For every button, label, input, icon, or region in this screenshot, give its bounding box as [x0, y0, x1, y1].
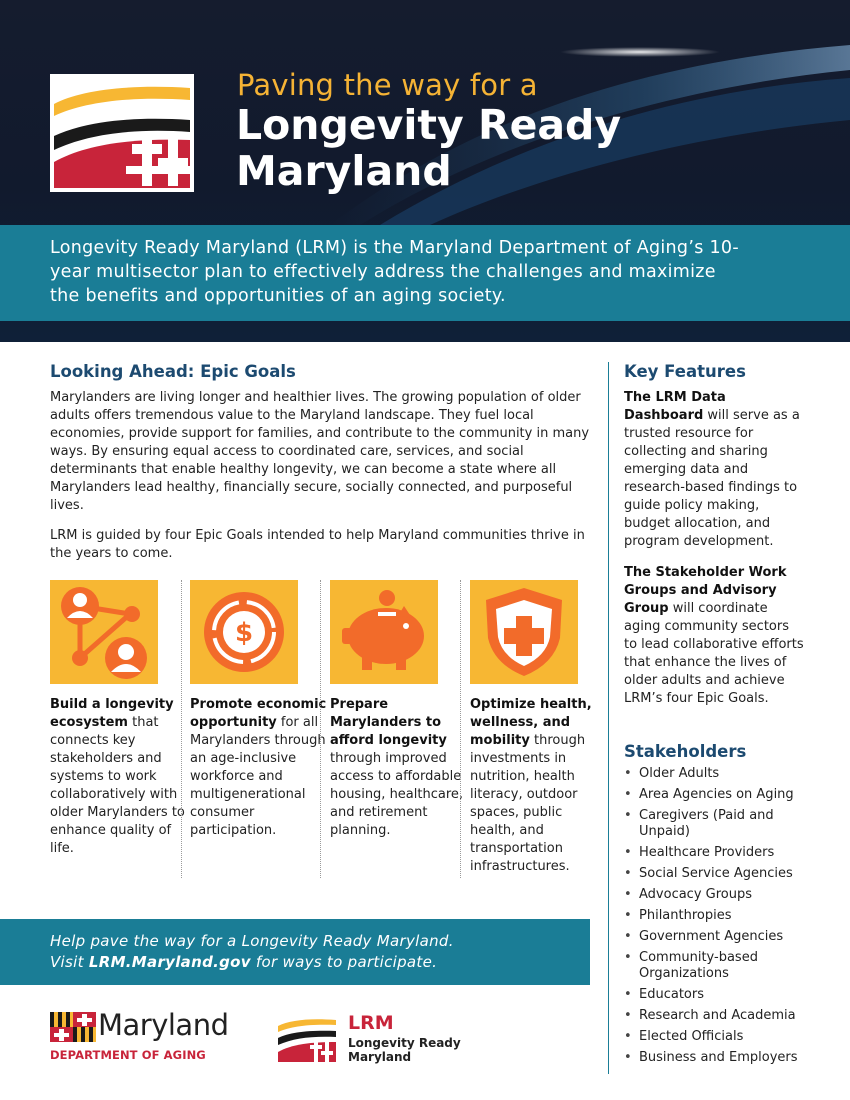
goal-title: Promote economic opportunity — [190, 697, 327, 730]
piggy-bank-icon — [330, 580, 438, 684]
lrm-logo-small — [276, 1014, 476, 1068]
goals-lead-paragraph: LRM is guided by four Epic Goals intended to help Maryland communities thrive in the years to come. — [50, 528, 585, 561]
goal-card-economic — [190, 580, 330, 840]
stakeholders-list — [624, 766, 814, 1071]
cta-line-1: Help pave the way for a Longevity Ready Maryland. — [50, 932, 454, 950]
title-line-2: Maryland — [236, 147, 452, 195]
list-item: • Business and Employers — [624, 1050, 814, 1066]
stakeholders-heading: Stakeholders — [624, 742, 747, 761]
goal-card-afford — [330, 580, 470, 840]
list-item: • Advocacy Groups — [624, 887, 814, 903]
sidebar-divider — [608, 362, 609, 1074]
lrm-logo-large — [50, 74, 194, 192]
lrm-full-name: Longevity Ready Maryland — [348, 1036, 461, 1064]
maryland-wordmark: Maryland — [98, 1008, 229, 1042]
maryland-flag-arc-icon — [50, 74, 194, 192]
list-item: • Research and Academia — [624, 1008, 814, 1024]
list-item: • Older Adults — [624, 766, 814, 782]
goal-description: through investments in nutrition, health literacy, outdoor spaces, public health, and transportation infrastructures. — [470, 733, 586, 874]
maryland-department-of-aging-logo — [50, 1008, 250, 1066]
goal-divider — [460, 580, 461, 878]
intro-paragraph: Marylanders are living longer and healthier lives. The growing population of older adults offers tremendous value to the Maryland landscape. They fuel local economies, provide support for families, and contribute to the community in many ways. By ensuring equal access to coordinated care, services, and social determinants that enable healthy longevity, we can become a state where all Marylanders lead healthy, financially secure, socially connected, and purposeful lives. — [50, 390, 590, 513]
page-title — [236, 102, 756, 194]
goal-title: Prepare Marylanders to afford longevity — [330, 697, 447, 748]
goal-description: through improved access to affordable housing, healthcare, and retirement planning. — [330, 751, 464, 838]
cta-text — [50, 931, 580, 973]
department-of-aging-label: DEPARTMENT OF AGING — [50, 1048, 206, 1062]
goal-divider — [320, 580, 321, 878]
list-item: • Caregivers (Paid and Unpaid) — [624, 808, 814, 840]
title-line-1: Longevity Ready — [236, 101, 622, 149]
list-item: • Government Agencies — [624, 929, 814, 945]
list-item: • Community-based Organizations — [624, 950, 814, 982]
cta-line-2 — [50, 952, 580, 973]
svg-text:$: $ — [234, 618, 254, 648]
goal-title: Build a longevity ecosystem — [50, 697, 174, 730]
feature-title: The Stakeholder Work Groups and Advisory Group — [624, 565, 787, 616]
list-item: • Philanthropies — [624, 908, 814, 924]
epic-goals-heading: Looking Ahead: Epic Goals — [50, 362, 296, 381]
maryland-flag-icon — [50, 1012, 96, 1042]
goal-card-health — [470, 580, 610, 876]
goal-text — [50, 696, 190, 858]
goal-text — [330, 696, 470, 840]
goal-divider — [181, 580, 182, 878]
feature-title: The LRM Data Dashboard — [624, 390, 726, 423]
hero-kicker: Paving the way for a — [237, 68, 538, 102]
intro-text: Longevity Ready Maryland (LRM) is the Maryland Department of Aging’s 10-year multisector plan to effectively address the challenges and maximize the benefits and opportunities of an aging society. — [50, 238, 739, 306]
maryland-flag-arc-icon — [276, 1016, 338, 1062]
goal-title: Optimize health, wellness, and mobility — [470, 697, 592, 748]
goal-description: for all Marylanders through an age-inclusive workforce and multigenerational consumer participation. — [190, 715, 326, 838]
feature-description: will serve as a trusted resource for collecting and sharing emerging data and research-based findings to guide policy making, budget allocation, and program development. — [624, 408, 800, 549]
feature-data-dashboard — [624, 389, 804, 551]
list-item: • Area Agencies on Aging — [624, 787, 814, 803]
goal-text — [470, 696, 610, 876]
goal-description: that connects key stakeholders and systems to work collaboratively with older Marylanders to enhance quality of life. — [50, 715, 185, 856]
people-network-icon — [50, 580, 158, 684]
list-item: • Social Service Agencies — [624, 866, 814, 882]
cta-visit-text: Visit — [50, 953, 89, 971]
goal-text — [190, 696, 330, 840]
key-features-heading: Key Features — [624, 362, 746, 381]
website-link[interactable]: LRM.Maryland.gov — [88, 953, 251, 971]
list-item: • Healthcare Providers — [624, 845, 814, 861]
dollar-cycle-icon — [190, 580, 298, 684]
lrm-abbreviation: LRM — [348, 1012, 394, 1034]
list-item: • Educators — [624, 987, 814, 1003]
feature-stakeholder-groups — [624, 564, 804, 708]
feature-description: will coordinate aging community sectors to lead collaborative efforts that enhance the lives of older adults and achieve LRM’s four Epic Goals. — [624, 601, 804, 706]
health-shield-icon — [470, 580, 578, 684]
list-item: • Elected Officials — [624, 1029, 814, 1045]
cta-participate-text: for ways to participate. — [250, 953, 438, 971]
goal-card-ecosystem — [50, 580, 190, 858]
